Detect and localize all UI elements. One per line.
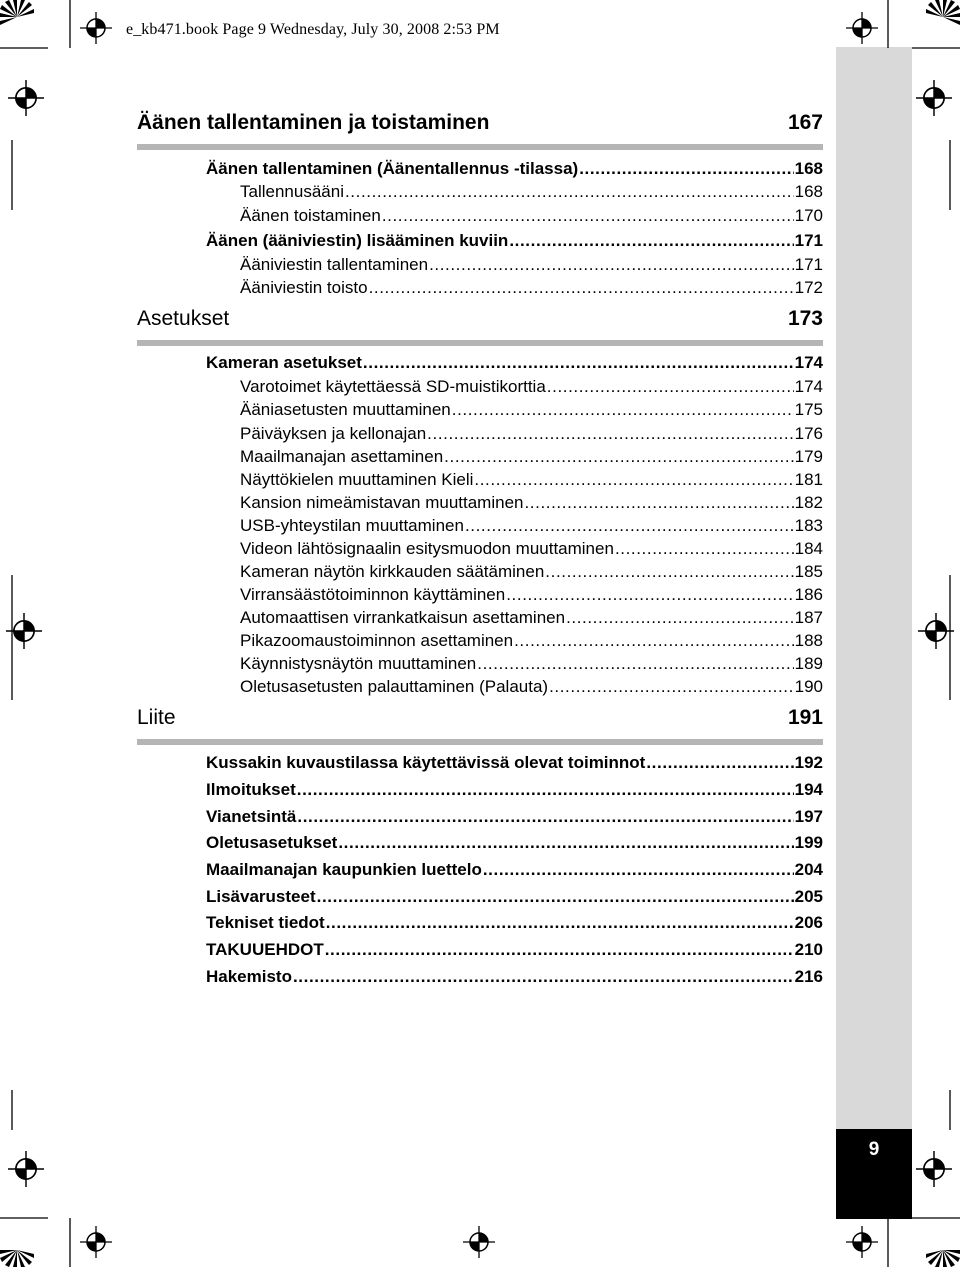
- toc-entry-title: Kameran asetukset: [206, 353, 362, 372]
- toc-entry-page: 210: [794, 940, 823, 959]
- toc-entry-page: 204: [794, 860, 823, 879]
- toc-entry-page: 206: [794, 913, 823, 932]
- toc-entry-page: 172: [794, 278, 823, 297]
- toc-entry-page: 170: [794, 206, 823, 225]
- toc-entry-title: Äänen (ääniviestin) lisääminen kuviin: [206, 231, 509, 250]
- toc-entry-page: 188: [794, 631, 823, 650]
- crosshair-icon: [6, 613, 42, 649]
- toc-entry-title: Päiväyksen ja kellonajan: [240, 424, 427, 443]
- toc-entry-page: 181: [794, 470, 823, 489]
- toc-entry-title: Kansion nimeämistavan muuttaminen: [240, 493, 524, 512]
- crosshair-icon: [846, 1226, 878, 1258]
- toc-entry-title: Näyttökielen muuttaminen Kieli: [240, 470, 474, 489]
- crosshair-icon: [8, 80, 44, 116]
- toc-entry-title: Automaattisen virrankatkaisun asettaminen: [240, 608, 566, 627]
- toc-entry-title: Maailmanajan kaupunkien luettelo: [206, 860, 482, 879]
- toc-entry-title: Ääniasetusten muuttaminen: [240, 400, 451, 419]
- toc-entry-page: 179: [794, 447, 823, 466]
- toc-entry-page: 168: [794, 159, 823, 178]
- starburst-target-icon: [926, 0, 960, 34]
- toc-entry-title: TAKUUEHDOT: [206, 940, 324, 959]
- toc-entry-title: Kussakin kuvaustilassa käytettävissä olevat toiminnot: [206, 753, 646, 772]
- toc-entry-title: Pikazoomaustoiminnon asettaminen: [240, 631, 514, 650]
- section-page: 167: [787, 111, 823, 134]
- toc-entry-page: 185: [794, 562, 823, 581]
- section-title: Liite: [137, 706, 176, 729]
- toc-entry-page: 174: [794, 353, 823, 372]
- starburst-target-icon: [0, 1233, 34, 1267]
- print-header: e_kb471.book Page 9 Wednesday, July 30, 2008 2:53 PM: [126, 21, 500, 38]
- page-number: 9: [868, 1139, 880, 1160]
- toc-entry-page: 187: [794, 608, 823, 627]
- toc-entry-title: Käynnistysnäytön muuttaminen: [240, 654, 477, 673]
- toc-entry-title: Lisävarusteet: [206, 887, 316, 906]
- toc-entry-page: 189: [794, 654, 823, 673]
- toc-entry-page: 183: [794, 516, 823, 535]
- toc-entry-title: Ilmoitukset: [206, 780, 296, 799]
- toc-entry-page: 176: [794, 424, 823, 443]
- crosshair-icon: [918, 613, 954, 649]
- toc-entry-title: USB-yhteystilan muuttaminen: [240, 516, 464, 535]
- toc-entry-page: 174: [794, 377, 823, 396]
- toc-entry-title: Varotoimet käytettäessä SD-muistikorttia: [240, 377, 546, 396]
- toc-entry-title: Oletusasetukset: [206, 833, 338, 852]
- toc-entry-title: Tekniset tiedot: [206, 913, 325, 932]
- starburst-target-icon: [0, 0, 34, 34]
- crosshair-icon: [846, 12, 878, 44]
- toc-entry-page: 182: [794, 493, 823, 512]
- toc-entry-title: Maailmanajan asettaminen: [240, 447, 444, 466]
- section-title: Asetukset: [137, 307, 230, 330]
- toc-entry-title: Virransäästötoiminnon käyttäminen: [240, 585, 506, 604]
- toc-entry-title: Tallennusääni: [240, 182, 344, 201]
- toc-entry-page: 171: [794, 231, 823, 250]
- crosshair-icon: [463, 1226, 495, 1258]
- toc-entry-title: Videon lähtösignaalin esitysmuodon muuttaminen: [240, 539, 614, 558]
- crosshair-icon: [916, 1151, 952, 1187]
- toc-entry-page: 205: [794, 887, 823, 906]
- section-page: 191: [787, 706, 823, 729]
- crosshair-icon: [8, 1151, 44, 1187]
- toc-entry-title: Äänen tallentaminen (Äänentallennus -tilassa): [206, 159, 579, 178]
- toc-entry-title: Oletusasetusten palauttaminen (Palauta): [240, 677, 549, 696]
- toc-entry-page: 171: [794, 255, 823, 274]
- starburst-target-icon: [926, 1233, 960, 1267]
- toc-entry-title: Vianetsintä: [206, 807, 297, 826]
- toc-entry-page: 186: [794, 585, 823, 604]
- section-title: Äänen tallentaminen ja toistaminen: [137, 111, 490, 134]
- toc-entry-title: Ääniviestin tallentaminen: [240, 255, 429, 274]
- toc-entry-page: 216: [794, 967, 823, 986]
- toc-entry-page: 194: [794, 780, 823, 799]
- toc-entry-title: Ääniviestin toisto: [240, 278, 368, 297]
- crosshair-icon: [916, 80, 952, 116]
- section-page: 173: [787, 307, 823, 330]
- toc-entry-page: 192: [794, 753, 823, 772]
- toc-entry-title: Hakemisto: [206, 967, 292, 986]
- toc-entry-title: Äänen toistaminen: [240, 206, 381, 225]
- toc-entry-page: 199: [794, 833, 823, 852]
- toc-entry-title: Kameran näytön kirkkauden säätäminen: [240, 562, 545, 581]
- toc-entry-page: 184: [794, 539, 823, 558]
- crosshair-icon: [80, 1226, 112, 1258]
- toc-entry-page: 168: [794, 182, 823, 201]
- toc-entry-page: 190: [794, 677, 823, 696]
- toc-entry-page: 197: [794, 807, 823, 826]
- toc-entry-page: 175: [794, 400, 823, 419]
- crosshair-icon: [80, 12, 112, 44]
